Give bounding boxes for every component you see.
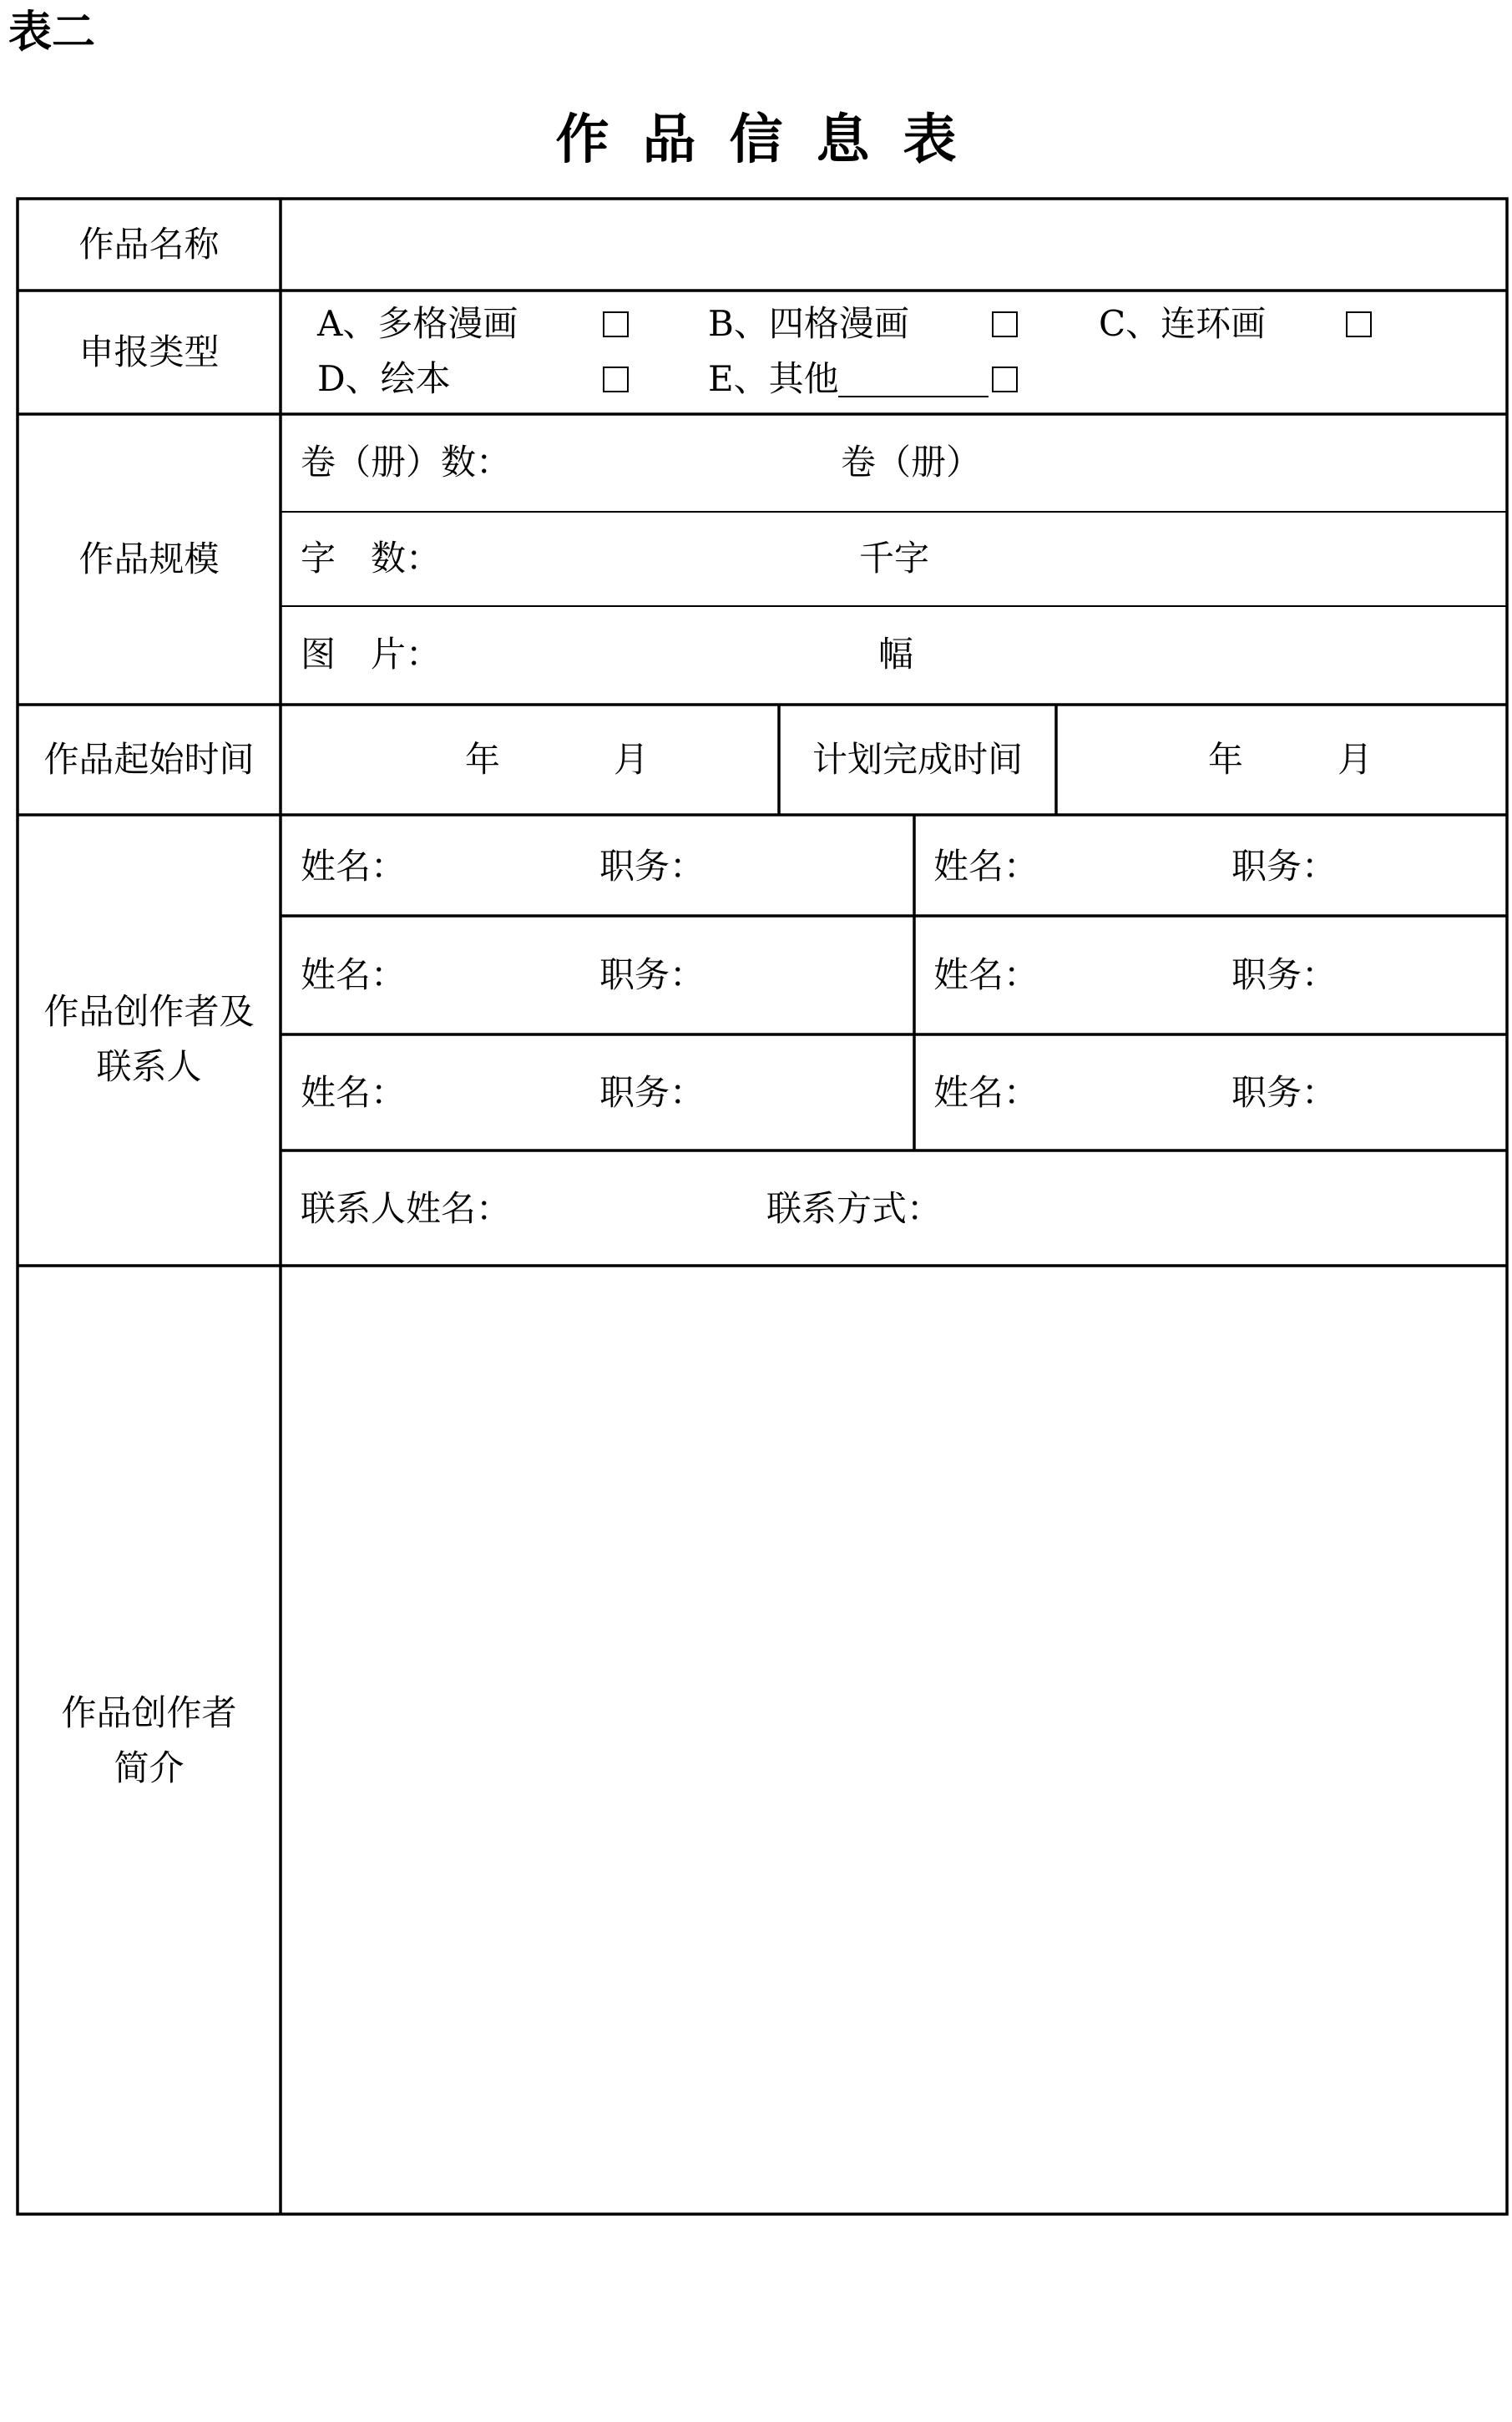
end-time-label: 计划完成时间	[812, 739, 1023, 780]
submission-type-label: 申报类型	[78, 331, 220, 372]
work-name-label: 作品名称	[78, 224, 220, 265]
option-e-blank[interactable]	[838, 396, 989, 397]
creator-name-label: 姓名：	[933, 1072, 1039, 1113]
contact-name-label: 联系人姓名：	[301, 1188, 512, 1229]
option-e-label: E、其他	[708, 358, 839, 399]
words-label: 字 数：	[301, 538, 442, 579]
creator-role-label: 职务：	[1231, 1072, 1338, 1113]
images-unit: 幅	[878, 634, 914, 675]
end-month-unit: 月	[1338, 739, 1373, 780]
start-month-unit: 月	[614, 739, 650, 780]
table-number-label: 表二	[8, 8, 96, 58]
table-border	[18, 199, 1507, 2214]
words-unit: 千字	[859, 538, 930, 579]
bio-label-line1: 作品创作者	[61, 1692, 237, 1733]
volumes-label: 卷（册）数：	[301, 442, 512, 483]
creator-name-label: 姓名：	[933, 954, 1039, 995]
creator-role-label: 职务：	[1231, 846, 1338, 887]
form-title: 作品信息表	[555, 109, 990, 171]
option-e-checkbox[interactable]	[992, 367, 1018, 392]
creator-name-label: 姓名：	[933, 846, 1039, 887]
option-c-checkbox[interactable]	[1346, 311, 1372, 337]
contact-method-label: 联系方式：	[766, 1188, 943, 1229]
option-d-label: D、绘本	[317, 358, 451, 399]
end-year-unit: 年	[1208, 739, 1244, 780]
volumes-unit: 卷（册）	[841, 442, 982, 483]
creators-label-line2: 联系人	[96, 1046, 202, 1087]
start-year-unit: 年	[465, 739, 501, 780]
creator-name-label: 姓名：	[301, 954, 407, 995]
scale-label: 作品规模	[78, 539, 220, 579]
start-time-label: 作品起始时间	[43, 739, 255, 780]
creator-role-label: 职务：	[599, 846, 705, 887]
option-b-checkbox[interactable]	[992, 311, 1018, 337]
creator-name-label: 姓名：	[301, 1072, 407, 1113]
option-c-label: C、连环画	[1099, 303, 1267, 344]
option-d-checkbox[interactable]	[603, 367, 629, 392]
option-a-label: A、多格漫画	[317, 303, 518, 344]
option-b-label: B、四格漫画	[708, 303, 909, 344]
creators-label-line1: 作品创作者及	[43, 991, 255, 1032]
creator-role-label: 职务：	[1231, 954, 1338, 995]
option-a-checkbox[interactable]	[603, 311, 629, 337]
creator-name-label: 姓名：	[301, 846, 407, 887]
images-label: 图 片：	[301, 634, 442, 675]
bio-label-line2: 简介	[114, 1747, 185, 1788]
creator-role-label: 职务：	[599, 954, 705, 995]
creator-role-label: 职务：	[599, 1072, 705, 1113]
